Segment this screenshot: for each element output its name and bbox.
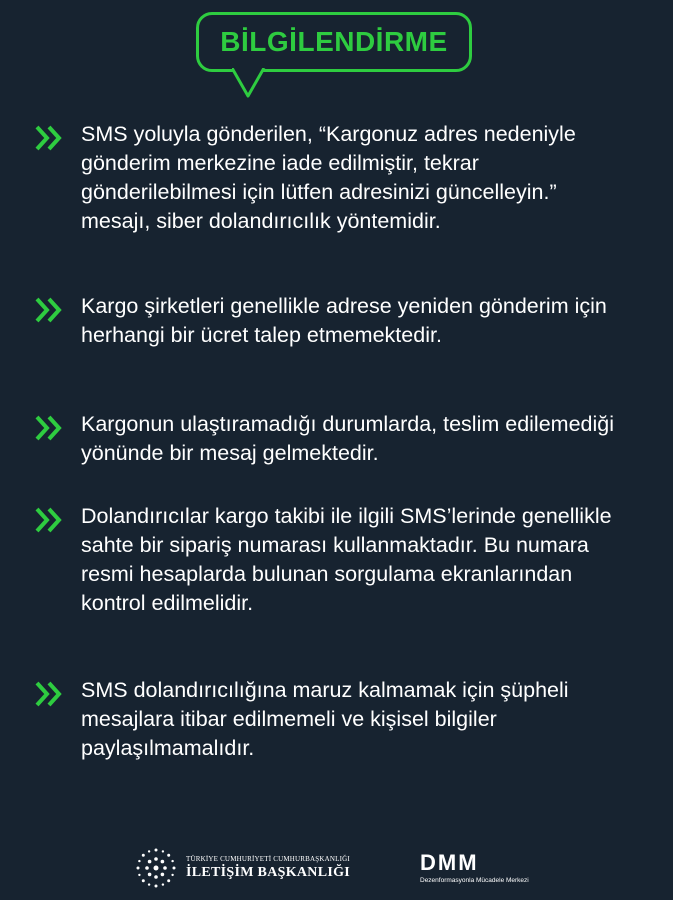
seal-icon xyxy=(134,846,178,890)
page-title: BİLGİLENDİRME xyxy=(220,26,448,57)
dmm-logo xyxy=(420,852,540,884)
item-text: SMS dolandırıcılığına maruz kalmamak için şüpheli mesajlara itibar edilmemeli ve kişisel bilgiler paylaşılmamalıdır. xyxy=(81,678,569,760)
list-item xyxy=(34,676,634,763)
dmm-wordmark: DMM xyxy=(420,850,479,875)
speech-bubble-tail xyxy=(232,68,272,104)
double-chevron-icon xyxy=(34,680,64,708)
double-chevron-icon xyxy=(34,296,64,324)
item-text: Kargonun ulaştıramadığı durumlarda, teslim edilemediği yönünde bir mesaj gelmektedir. xyxy=(81,412,614,465)
list-item xyxy=(34,120,634,236)
ministry-logo xyxy=(134,846,350,890)
list-item xyxy=(34,410,634,468)
ministry-name: İLETİŞİM BAŞKANLIĞI xyxy=(186,865,351,880)
list-item xyxy=(34,292,634,350)
list-item xyxy=(34,502,634,618)
item-text: Dolandırıcılar kargo takibi ile ilgili SMS’lerinde genellikle sahte bir sipariş numarası kullanmaktadır. Bu numara resmi hesaplarda bulunan sorgulama ekranlarından kontrol edilmelidir. xyxy=(81,504,612,615)
double-chevron-icon xyxy=(34,506,64,534)
ministry-subtitle: TÜRKİYE CUMHURİYETİ CUMHURBAŞKANLIĞI xyxy=(186,855,350,863)
item-text: SMS yoluyla gönderilen, “Kargonuz adres nedeniyle gönderim merkezine iade edilmiştir, tekrar gönderilebilmesi için lütfen adresinizi güncelleyin.” mesajı, siber dolandırıcılık yöntemidir. xyxy=(81,122,576,233)
double-chevron-icon xyxy=(34,124,64,152)
double-chevron-icon xyxy=(34,414,64,442)
dmm-subtitle: Dezenformasyonla Mücadele Merkezi xyxy=(420,877,529,884)
title-banner xyxy=(196,12,472,72)
item-text: Kargo şirketleri genellikle adrese yeniden gönderim için herhangi bir ücret talep etmemektedir. xyxy=(81,294,607,347)
